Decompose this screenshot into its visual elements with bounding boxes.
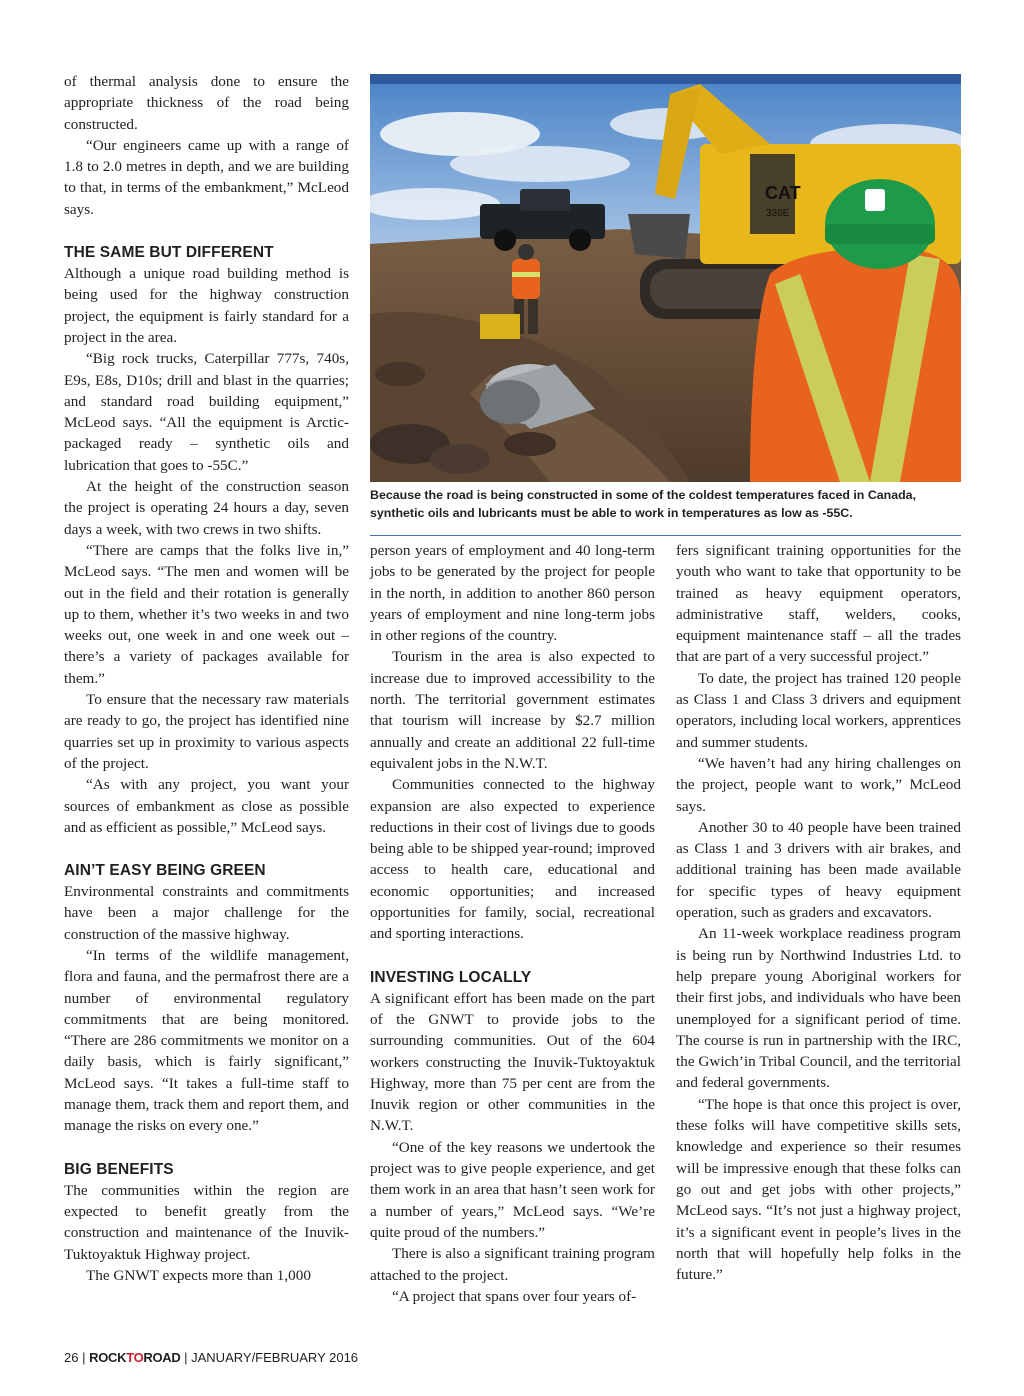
magazine-logo: [89, 1350, 180, 1365]
paragraph: There is also a significant training program attached to the project.: [370, 1245, 655, 1284]
section-heading: INVESTING LOCALLY: [370, 968, 532, 986]
section-heading: THE SAME BUT DIFFERENT: [64, 244, 274, 262]
paragraph: “A project that spans over four years of-: [392, 1287, 637, 1305]
paragraph: To date, the project has trained 120 people as Class 1 and Class 3 drivers and equipment operators, including local workers, apprentices and summer students.: [676, 669, 961, 751]
issue-date: JANUARY/FEBRUARY 2016: [191, 1350, 359, 1365]
logo-part-to: TO: [126, 1350, 144, 1365]
paragraph: of thermal analysis done to ensure the appropriate thickness of the road being constructed.: [64, 73, 349, 133]
paragraph: Tourism in the area is also expected to increase due to improved accessibility to the north. The territorial government estimates that tourism will increase by $2.7 million annually and create an additional 22 full-time equivalent jobs in the N.W.T.: [370, 648, 655, 772]
article-column-2: [370, 540, 655, 1307]
footer-separator: |: [82, 1350, 86, 1365]
construction-photo: [370, 74, 961, 482]
paragraph: An 11-week workplace readiness program is being run by Northwind Industries Ltd. to help prepare young Aboriginal workers for their first jobs, and individuals who have been unemployed for a significant period of time. The course is run in partnership with the IRC, the Gwich’in Tribal Council, and the territorial and federal governments.: [676, 925, 961, 1092]
paragraph: A significant effort has been made on the part of the GNWT to provide jobs to the surrounding communities. Out of the 604 workers constructing the Inuvik-Tuktoyaktuk Highway, more than 75 per cent are from the Inuvik region or other communities in the N.W.T.: [370, 989, 655, 1135]
section-heading: BIG BENEFITS: [64, 1160, 174, 1178]
article-column-3: [676, 540, 961, 1285]
logo-part-rock: ROCK: [89, 1350, 127, 1365]
paragraph: “Big rock trucks, Caterpillar 777s, 740s, E9s, E8s, D10s; drill and blast in the quarries; and standard road building equipment,” McLeod says. “All the equipment is Arctic-packaged ready – synthetic oils and lubrication that goes to -55C.”: [64, 350, 349, 474]
paragraph: “One of the key reasons we undertook the project was to give people experience, and get them work in an area that hasn’t seen work for a number of years,” McLeod says. “We’re quite proud of the numbers.”: [370, 1138, 655, 1241]
page-number: 26: [64, 1350, 79, 1365]
paragraph: Although a unique road building method is being used for the highway construction project, the equipment is fairly standard for a project in the area.: [64, 265, 349, 346]
paragraph: “There are camps that the folks live in,” McLeod says. “The men and women will be out in the field and their rotation is generally up to them, whether it’s two weeks in and two weeks out, one week in and one week out – there’s a variety of packages available for them.”: [64, 541, 349, 687]
logo-part-road: ROAD: [143, 1350, 181, 1365]
page-footer: [64, 1350, 358, 1365]
paragraph: “Our engineers came up with a range of 1.8 to 2.0 metres in depth, and we are building to that, in terms of the embankment,” McLeod says.: [64, 136, 349, 218]
paragraph: person years of employment and 40 long-term jobs to be generated by the project for people in the north, in addition to another 860 person years of employment and nine long-term jobs in other regions of the country.: [370, 542, 655, 645]
excavator-model-label: 336E: [766, 208, 790, 219]
paragraph: The GNWT expects more than 1,000: [86, 1266, 311, 1284]
paragraph: Communities connected to the highway expansion are also expected to experience reductions in their cost of livings due to goods being able to be shipped year-round; improved access to health care, educational and economic opportunities; and increased opportunities for family, social, recreational and sporting interactions.: [370, 776, 655, 943]
paragraph: fers significant training opportunities for the youth who want to take that opportunity to be trained as heavy equipment operators, administrative staff, welders, cooks, equipment maintenance staff – all the trades that are part of a very successful project.”: [676, 542, 961, 666]
paragraph: At the height of the construction season the project is operating 24 hours a day, seven days a week, with two crews in two shifts.: [64, 478, 349, 538]
paragraph: “The hope is that once this project is over, these folks will have competitive skills sets, knowledge and experience so their resumes will be impressive enough that these folks can go out and get jobs with other projects,” McLeod says. “It’s not just a highway project, it’s a significant event in people’s lives in the north that will hopefully help folks in the future.”: [676, 1095, 961, 1284]
paragraph: “We haven’t had any hiring challenges on the project, people want to work,” McLeod says.: [676, 754, 961, 815]
paragraph: “As with any project, you want your sources of embankment as close as possible and as efficient as possible,” McLeod says.: [64, 776, 349, 836]
caption-divider: [370, 535, 961, 536]
paragraph: To ensure that the necessary raw materials are ready to go, the project has identified nine quarries set up in proximity to various aspects of the project.: [64, 691, 349, 772]
excavator-brand-label: CAT: [765, 183, 801, 203]
section-heading: AIN’T EASY BEING GREEN: [64, 862, 266, 880]
paragraph: “In terms of the wildlife management, flora and fauna, and the permafrost there are a number of environmental regulatory commitments that are being monitored. “There are 286 commitments we monitor on a daily basis, which is fairly significant,” McLeod says. “It takes a full-time staff to manage them, track them and report them, and manage the risks on every one.”: [64, 946, 349, 1135]
footer-separator: |: [184, 1350, 188, 1365]
article-column-1: [64, 71, 349, 1286]
paragraph: The communities within the region are expected to benefit greatly from the construction and maintenance of the Inuvik-Tuktoyaktuk Highway project.: [64, 1181, 349, 1263]
paragraph: Another 30 to 40 people have been trained as Class 1 and 3 drivers with air brakes, and additional training has been made available for specific types of heavy equipment operation, such as graders and excavators.: [676, 818, 961, 922]
paragraph: Environmental constraints and commitments have been a major challenge for the construction of the massive highway.: [64, 883, 349, 943]
photo-caption: Because the road is being constructed in some of the coldest temperatures faced in Canada, synthetic oils and lubricants must be able to work in temperatures as low as -55C.: [370, 488, 917, 520]
